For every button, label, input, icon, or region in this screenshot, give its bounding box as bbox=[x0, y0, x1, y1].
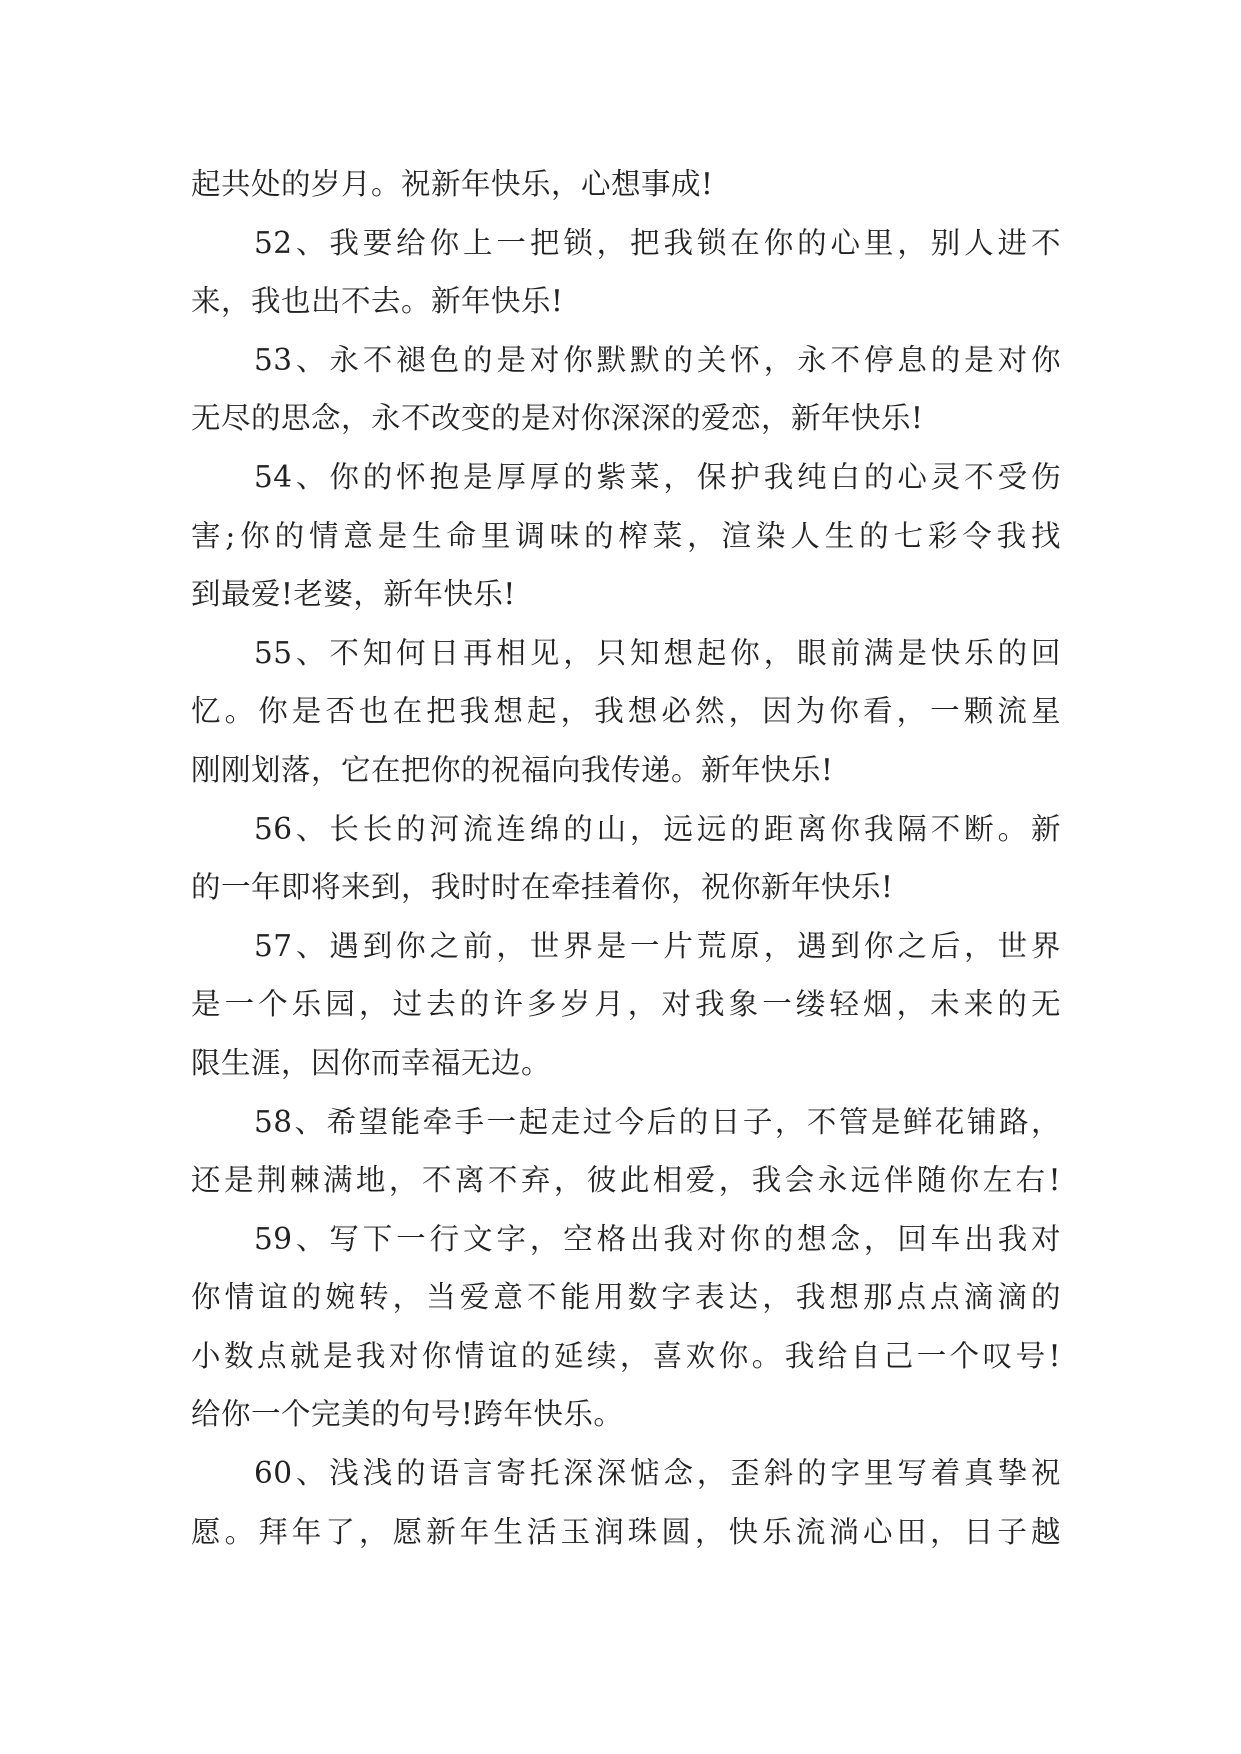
text-line: 59、写下一行文字，空格出我对你的想念，回车出我对 bbox=[254, 1221, 1061, 1256]
text-line: 的一年即将来到，我时时在牵挂着你，祝你新年快乐! bbox=[191, 870, 894, 905]
text-line: 你情谊的婉转，当爱意不能用数字表达，我想那点点滴滴的 bbox=[191, 1280, 1061, 1315]
text-line: 忆。你是否也在把我想起，我想必然，因为你看，一颗流星 bbox=[191, 694, 1061, 729]
text-line: 54、你的怀抱是厚厚的紫菜，保护我纯白的心灵不受伤 bbox=[254, 459, 1061, 494]
text-line: 刚刚划落，它在把你的祝福向我传递。新年快乐! bbox=[191, 752, 834, 787]
text-line: 给你一个完美的句号!跨年快乐。 bbox=[191, 1397, 624, 1432]
text-line: 愿。拜年了，愿新年生活玉润珠圆，快乐流淌心田，日子越 bbox=[191, 1514, 1061, 1549]
text-line: 限生涯，因你而幸福无边。 bbox=[191, 1045, 552, 1080]
text-line: 60、浅浅的语言寄托深深惦念，歪斜的字里写着真挚祝 bbox=[254, 1456, 1061, 1491]
text-line: 57、遇到你之前，世界是一片荒原，遇到你之后，世界 bbox=[254, 928, 1061, 963]
text-line: 小数点就是我对你情谊的延续，喜欢你。我给自己一个叹号! bbox=[191, 1338, 1061, 1373]
text-line: 55、不知何日再相见，只知想起你，眼前满是快乐的回 bbox=[254, 635, 1061, 670]
text-line: 无尽的思念，永不改变的是对你深深的爱恋，新年快乐! bbox=[191, 401, 924, 436]
text-line: 起共处的岁月。祝新年快乐，心想事成! bbox=[191, 167, 714, 201]
text-line: 是一个乐园，过去的许多岁月，对我象一缕轻烟，未来的无 bbox=[191, 987, 1061, 1022]
text-line: 58、希望能牵手一起走过今后的日子，不管是鲜花铺路， bbox=[254, 1104, 1061, 1139]
text-line: 害;你的情意是生命里调味的榨菜，渲染人生的七彩令我找 bbox=[191, 518, 1061, 553]
text-line: 来，我也出不去。新年快乐! bbox=[191, 284, 564, 319]
text-line: 还是荆棘满地，不离不弃，彼此相爱，我会永远伴随你左右! bbox=[191, 1163, 1061, 1198]
text-line: 56、长长的河流连绵的山，远远的距离你我隔不断。新 bbox=[254, 811, 1061, 846]
text-line: 53、永不褪色的是对你默默的关怀，永不停息的是对你 bbox=[254, 342, 1061, 377]
text-line: 到最爱!老婆，新年快乐! bbox=[191, 577, 516, 612]
text-line: 52、我要给你上一把锁，把我锁在你的心里，别人进不 bbox=[254, 225, 1061, 260]
document-body bbox=[191, 155, 1061, 1561]
